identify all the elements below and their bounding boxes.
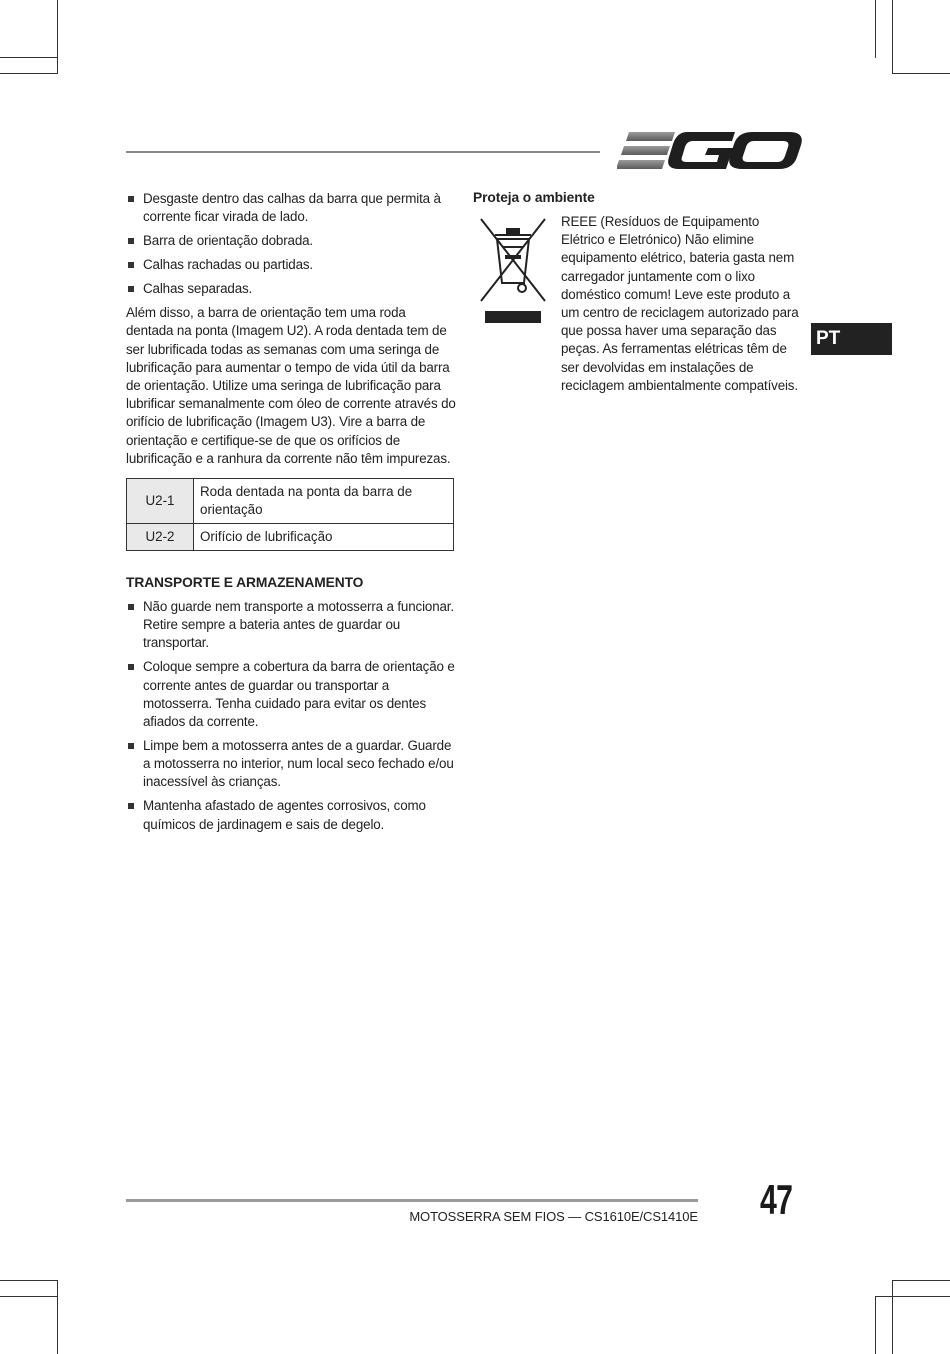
crop-mark [875, 0, 876, 58]
transport-heading: TRANSPORTE E ARMAZENAMENTO [126, 575, 364, 591]
transport-list [126, 598, 456, 834]
list-item: Limpe bem a motosserra antes de a guardar. Guarde a motosserra no interior, num local seco fechado e/ou inacessível às crianças. [126, 737, 456, 792]
header-rule [126, 151, 600, 153]
environment-heading: Proteja o ambiente [473, 190, 595, 205]
language-tab: PT [811, 323, 892, 355]
weee-symbol [473, 213, 561, 343]
footer-title: MOTOSSERRA SEM FIOS — CS1610E/CS1410E [409, 1209, 698, 1224]
crop-mark [0, 1280, 58, 1281]
crop-mark [0, 1296, 58, 1297]
crop-mark [875, 1296, 950, 1297]
crop-mark [0, 57, 58, 58]
crop-mark [892, 1280, 950, 1281]
legend-text: Orifício de lubrificação [194, 524, 454, 551]
right-column [473, 190, 803, 395]
legend-code: U2-1 [127, 479, 194, 524]
list-item: Calhas separadas. [126, 280, 456, 298]
environment-text: REEE (Resíduos de Equipamento Elétrico e Eletrónico) Não elimine equipamento elétrico, bateria gasta nem carregador juntamente com o lixo doméstico comum! Leve este produto a um centro de reciclagem autorizado para que possa haver uma separação das peças. As ferramentas elétricas têm de ser devolvidas em instalações de reciclagem ambientalmente compatíveis. [561, 214, 799, 393]
list-item: Calhas rachadas ou partidas. [126, 256, 456, 274]
list-item: Não guarde nem transporte a motosserra a funcionar. Retire sempre a bateria antes de guardar ou transportar. [126, 598, 456, 653]
crop-mark [892, 73, 950, 74]
crop-mark [57, 0, 58, 74]
crossed-bin-icon [473, 213, 553, 323]
crop-mark [875, 1296, 876, 1354]
lubrication-paragraph: Além disso, a barra de orientação tem uma roda dentada na ponta (Imagem U2). A roda dentada tem de ser lubrificada todas as semanas com uma seringa de lubrificação para aumentar o tempo de vida útil da barra de orientação. Utilize uma seringa de lubrificação para lubrificar semanalmente com óleo de corrente através do orifício de lubrificação (Imagem U3). Vire a barra de orientação e certifique-se de que os orifícios de lubrificação e a ranhura da corrente não têm impurezas. [126, 305, 456, 466]
page-number: 47 [760, 1176, 793, 1223]
table-row [127, 479, 454, 524]
table-row [127, 524, 454, 551]
footer-rule [126, 1199, 698, 1202]
ego-logo-icon [617, 128, 802, 174]
list-item: Mantenha afastado de agentes corrosivos, como químicos de jardinagem e sais de degelo. [126, 797, 456, 833]
legend-text: Roda dentada na ponta da barra de orientação [194, 479, 454, 524]
crop-mark [57, 1280, 58, 1354]
list-item: Desgaste dentro das calhas da barra que permita à corrente ficar virada de lado. [126, 190, 456, 226]
list-item: Coloque sempre a cobertura da barra de orientação e corrente antes de guardar ou transportar a motosserra. Tenha cuidado para evitar os dentes afiados da corrente. [126, 658, 456, 731]
list-item: Barra de orientação dobrada. [126, 232, 456, 250]
crop-mark [892, 0, 893, 74]
environment-block [473, 213, 803, 395]
legend-code: U2-2 [127, 524, 194, 551]
crop-mark [0, 73, 58, 74]
inspection-list [126, 190, 456, 298]
crop-mark [892, 1280, 893, 1354]
left-column [126, 190, 456, 840]
legend-table [126, 478, 454, 551]
